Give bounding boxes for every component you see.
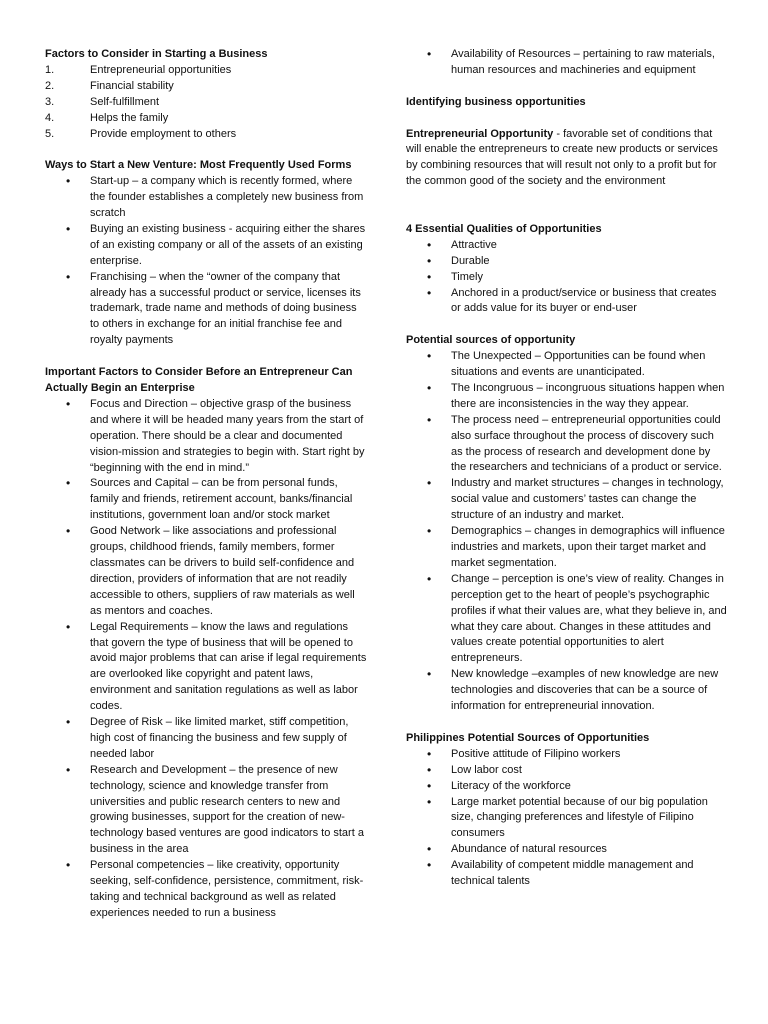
list-item: • Attractive [406, 238, 728, 254]
list-item-text: Financial stability [90, 79, 174, 92]
list-item: • New knowledge –examples of new knowledge are new technologies and discoveries that can be a source of information for entrepreneurial innovation. [406, 667, 728, 715]
list-number: 2. [45, 79, 55, 92]
list-number: 3. [45, 95, 55, 108]
list-number: 5. [45, 127, 55, 140]
list-item: • Availability of competent middle management and technical talents [406, 858, 728, 890]
list-item: • Sources and Capital – can be from personal funds, family and friends, retirement account, banks/financial institutions, government loan and/or stock market [45, 476, 367, 524]
philippines-heading: Philippines Potential Sources of Opportunities [406, 731, 650, 744]
important-factors-section [45, 365, 367, 922]
resources-carry-over [406, 47, 728, 79]
list-item: • Timely [406, 270, 728, 286]
list-item: • Literacy of the workforce [406, 779, 728, 795]
list-item: • Large market potential because of our big population size, changing preferences and lifestyle of Filipino consumers [406, 795, 728, 843]
list-item: • Anchored in a product/service or business that creates or adds value for its buyer or end-user [406, 286, 728, 318]
identifying-section [406, 95, 728, 111]
qualities-section [406, 222, 728, 317]
list-item: • Low labor cost [406, 763, 728, 779]
list-item: • The Unexpected – Opportunities can be found when situations and events are unanticipated. [406, 349, 728, 381]
identifying-heading: Identifying business opportunities [406, 95, 586, 108]
ways-heading: Ways to Start a New Venture: Most Frequently Used Forms [45, 159, 352, 172]
list-item: • Personal competencies – like creativity, opportunity seeking, self-confidence, persistence, commitment, risk-taking and technical background as well as related experiences needed to run a business [45, 858, 367, 922]
list-item: • Industry and market structures – changes in technology, social value and customers’ tastes can change the structure of an industry and market. [406, 476, 728, 524]
list-item-text: Entrepreneurial opportunities [90, 63, 232, 76]
list-item [45, 63, 367, 79]
list-item: • The Incongruous – incongruous situations happen when there are inconsistencies in the way they appear. [406, 381, 728, 413]
list-item: • Abundance of natural resources [406, 842, 728, 858]
factors-list [45, 63, 367, 143]
list-item: • Change – perception is one’s view of reality. Changes in perception get to the heart of people’s psychographic profiles if what their values are, what they believe in, and what they care about. Changes in these attitudes and values create potential opportunities to alert entrepreneurs. [406, 572, 728, 667]
list-item: • Start-up – a company which is recently formed, where the founder establishes a completely new business from scratch [45, 174, 367, 222]
list-item: • Focus and Direction – objective grasp of the business and where it will be headed many years from the start of operation. There should be a clear and documented vision-mission and strategies to begin with. Start right by “beginning with the end in mind.” [45, 397, 367, 477]
list-item: • Degree of Risk – like limited market, stiff competition, high cost of financing the business and few supply of needed labor [45, 715, 367, 763]
sources-section [406, 333, 728, 715]
list-number: 1. [45, 63, 55, 76]
sources-list [406, 349, 728, 715]
left-column [45, 47, 367, 938]
philippines-list [406, 747, 728, 890]
list-item-text: Self-fulfillment [90, 95, 160, 108]
list-item: • Positive attitude of Filipino workers [406, 747, 728, 763]
factors-section [45, 47, 367, 142]
sources-heading: Potential sources of opportunity [406, 334, 576, 347]
philippines-section [406, 731, 728, 890]
entrepreneurial-opportunity-definition [406, 127, 728, 191]
list-item [45, 79, 367, 95]
definition-term: Entrepreneurial Opportunity [406, 127, 554, 140]
ways-list [45, 174, 367, 349]
list-item [45, 95, 367, 111]
list-item: • Demographics – changes in demographics will influence industries and markets, upon their target market and market segmentation. [406, 524, 728, 572]
list-item-text: Helps the family [90, 111, 169, 124]
list-item: • Legal Requirements – know the laws and regulations that govern the type of business that will be opened to avoid major problems that can arise if legal requirements are overlooked like copyright and patent laws, environment and sanitation regulations as well as labor codes. [45, 620, 367, 715]
list-number: 4. [45, 111, 55, 124]
list-item: • Availability of Resources – pertaining to raw materials, human resources and machineries and equipment [406, 47, 728, 79]
carry-over-list [406, 47, 728, 79]
list-item: • The process need – entrepreneurial opportunities could also surface throughout the process of discovery such as the process of research and development done by the researchers and technicians of a product or service. [406, 413, 728, 477]
factors-heading: Factors to Consider in Starting a Business [45, 48, 268, 60]
spacer [406, 206, 728, 222]
definition-text: - favorable set of conditions that will enable the entrepreneurs to create new products or services by combining resources that will result not only to a profit but for the common good of the society and the environment [406, 127, 718, 188]
list-item: • Buying an existing business - acquiring either the shares of an existing company or all of the assets of an existing enterprise. [45, 222, 367, 270]
qualities-list [406, 238, 728, 318]
important-factors-list [45, 397, 367, 922]
list-item: • Franchising – when the “owner of the company that already has a successful product or service, licenses its trademark, trade name and methods of doing business to others in exchange for an initial franchise fee and royalty payments [45, 270, 367, 350]
ways-section [45, 158, 367, 349]
list-item-text: Provide employment to others [90, 127, 237, 140]
list-item: • Research and Development – the presence of new technology, science and knowledge transfer from universities and public research centers to new and growing businesses, support for the creation of new-technology based ventures are good indicators to start a business in the area [45, 763, 367, 858]
qualities-heading: 4 Essential Qualities of Opportunities [406, 222, 602, 235]
list-item: • Durable [406, 254, 728, 270]
list-item [45, 127, 367, 143]
list-item: • Good Network – like associations and professional groups, childhood friends, family members, former classmates can be drivers to build self-confidence and direction, providers of information that are not readily accessible to others, suppliers of raw materials as well as mentors and coaches. [45, 524, 367, 619]
right-column [406, 47, 728, 906]
list-item [45, 111, 367, 127]
important-factors-heading: Important Factors to Consider Before an Entrepreneur Can Actually Begin an Enterprise [45, 366, 353, 394]
